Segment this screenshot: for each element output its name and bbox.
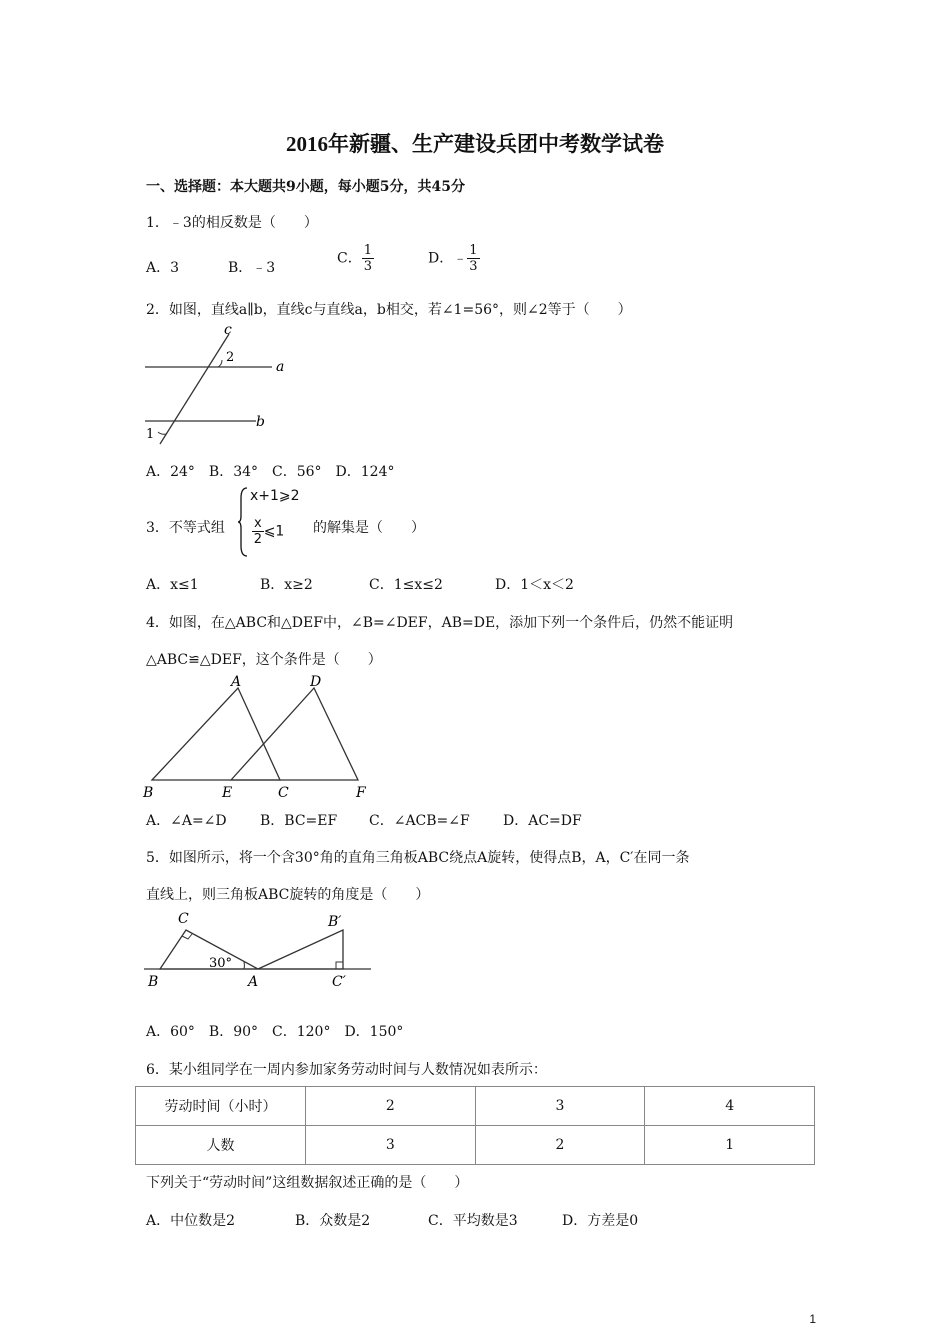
q2-parallel-lines-figure [140, 322, 290, 447]
q3-inequality-1: x+1⩾2 [250, 488, 300, 504]
label-B: B [148, 974, 159, 990]
q3-inequality-2 [252, 517, 284, 546]
table-cell: 2 [475, 1126, 645, 1165]
q6-option-a: A．中位数是2 [146, 1213, 236, 1229]
q3-option-b: B．x≥2 [260, 577, 313, 593]
q1-option-d-fraction [467, 244, 479, 273]
label-angle-1: 1 [146, 427, 155, 442]
q1-option-c-fraction [362, 244, 374, 273]
q6-option-d: D．方差是0 [562, 1213, 639, 1229]
page-title: 2016年新疆、生产建设兵团中考数学试卷 [286, 132, 664, 156]
table-cell: 2 [306, 1087, 476, 1126]
label-A: A [231, 674, 242, 690]
label-a: a [276, 359, 285, 375]
label-angle-2: 2 [226, 350, 235, 365]
q1-option-d-prefix: D．﹣ [428, 250, 468, 267]
table-cell: 3 [306, 1126, 476, 1165]
q1-option-c [337, 244, 374, 273]
q3-option-a: A．x≤1 [146, 577, 199, 593]
right-angle-c-prime [336, 962, 343, 969]
label-F: F [356, 785, 366, 801]
q1-d-numerator: 1 [469, 243, 478, 258]
label-b: b [256, 414, 265, 430]
label-B: B [143, 785, 154, 801]
question-1-stem: 1．﹣3的相反数是（ ） [146, 215, 318, 231]
q5-options: A．60° B．90° C．120° D．150° [146, 1024, 404, 1040]
label-C: C [178, 911, 189, 927]
q3-option-c: C．1≤x≤2 [369, 577, 443, 593]
q1-c-denominator: 3 [363, 259, 372, 274]
table-row [136, 1087, 815, 1126]
q3-option-d: D．1＜x＜2 [495, 577, 574, 593]
q1-option-a: A．3 [146, 260, 180, 276]
section-heading: 一、选择题：本大题共9小题，每小题5分，共45分 [146, 179, 465, 195]
table-cell: 3 [475, 1087, 645, 1126]
q3-denominator: 2 [253, 532, 262, 547]
table-cell: 1 [645, 1126, 815, 1165]
q1-d-denominator: 3 [469, 259, 478, 274]
label-c: c [224, 322, 232, 338]
label-C-prime: C′ [332, 974, 346, 990]
q3-numerator: x [254, 516, 262, 531]
q4-option-a: A．∠A=∠D [146, 813, 227, 829]
label-B-prime: B′ [328, 914, 342, 930]
triangle-ab'c' [258, 930, 343, 969]
label-30-degrees: 30° [209, 956, 233, 971]
q3-inequality-2-rest: ⩽1 [263, 523, 285, 540]
triangle-abc [152, 688, 280, 780]
q4-option-d: D．AC=DF [503, 813, 582, 829]
table-cell: 劳动时间（小时） [136, 1087, 306, 1126]
q1-option-d [428, 244, 480, 273]
triangle-def [231, 688, 358, 780]
label-D: D [310, 674, 322, 690]
q1-c-numerator: 1 [363, 243, 372, 258]
question-2-stem: 2．如图，直线a∥b，直线c与直线a，b相交，若∠1=56°，则∠2等于（ ） [146, 302, 632, 318]
q2-options: A．24° B．34° C．56° D．124° [146, 464, 395, 480]
q4-option-c: C．∠ACB=∠F [369, 813, 470, 829]
angle-1-arc [158, 432, 166, 434]
q6-option-c: C．平均数是3 [428, 1213, 518, 1229]
q1-option-b: B．﹣3 [228, 260, 276, 276]
angle-2-arc [218, 360, 222, 367]
label-E: E [222, 785, 233, 801]
q6-data-table [135, 1086, 815, 1165]
q5-rotation-figure [140, 906, 375, 992]
line-c [160, 334, 229, 444]
page-number: 1 [809, 1312, 816, 1326]
q4-option-b: B．BC=EF [260, 813, 338, 829]
question-5-stem-line2: 直线上，则三角板ABC旋转的角度是（ ） [146, 887, 430, 903]
table-cell: 4 [645, 1087, 815, 1126]
table-row [136, 1126, 815, 1165]
q3-brace [238, 486, 248, 558]
label-C: C [278, 785, 289, 801]
question-6-stem: 6．某小组同学在一周内参加家务劳动时间与人数情况如表所示： [146, 1062, 547, 1078]
question-5-stem-line1: 5．如图所示，将一个含30°角的直角三角板ABC绕点A旋转，使得点B，A，C′在同一条 [146, 850, 690, 866]
q3-fraction [252, 517, 264, 546]
label-A: A [248, 974, 259, 990]
q1-option-c-prefix: C． [337, 250, 362, 267]
question-6-stem-2: 下列关于“劳动时间”这组数据叙述正确的是（ ） [146, 1175, 469, 1191]
table-cell: 人数 [136, 1126, 306, 1165]
q6-option-b: B．众数是2 [295, 1213, 371, 1229]
question-3-stem-suffix: 的解集是（ ） [313, 520, 425, 536]
question-3-stem-prefix: 3．不等式组 [146, 520, 225, 536]
question-4-stem-line2: △ABC≌△DEF，这个条件是（ ） [146, 652, 382, 668]
question-4-stem-line1: 4．如图，在△ABC和△DEF中，∠B=∠DEF，AB=DE，添加下列一个条件后，仍然不能证明 [146, 615, 734, 631]
q4-triangles-figure [140, 672, 375, 804]
